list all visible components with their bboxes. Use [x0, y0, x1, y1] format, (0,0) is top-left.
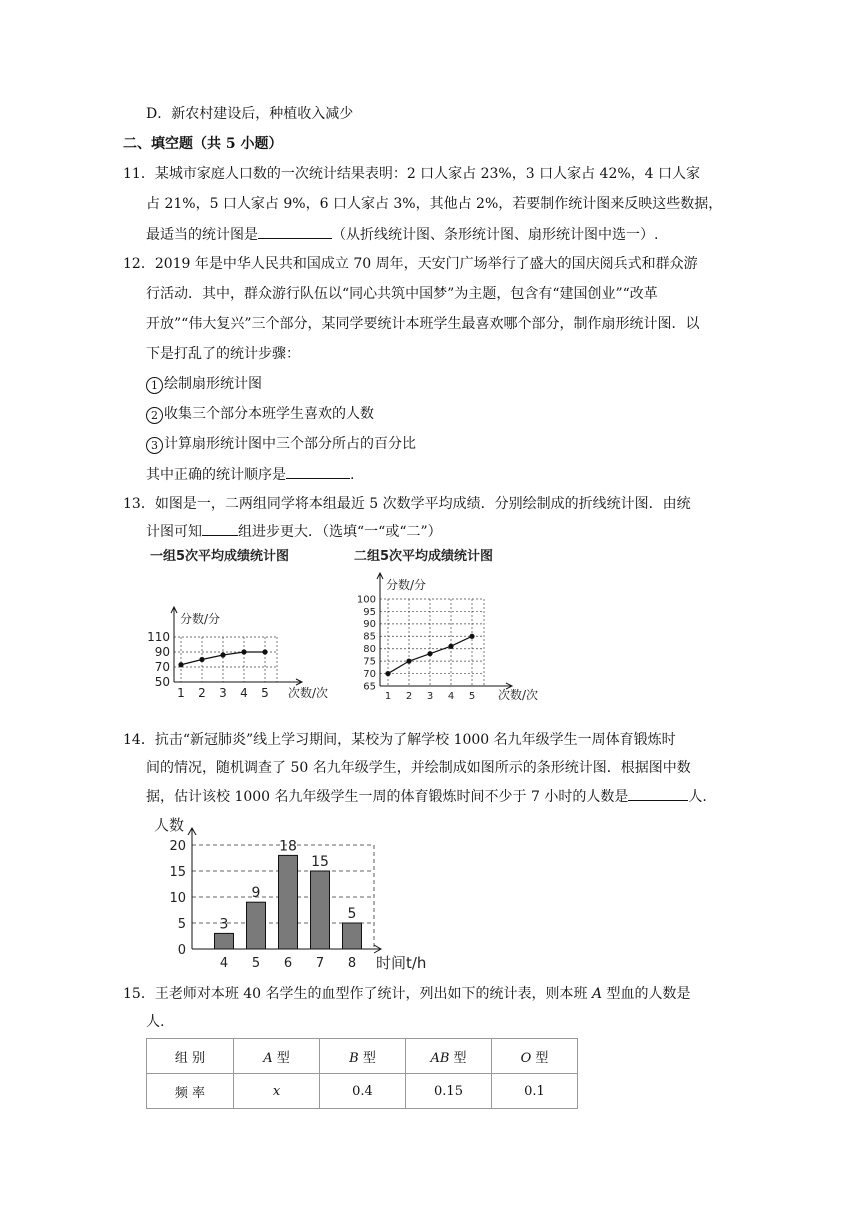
y-tick-label: 85: [363, 631, 376, 643]
table-cell: A 型: [234, 1039, 320, 1074]
q14-answer-blank[interactable]: [628, 786, 688, 801]
data-point: [448, 644, 453, 649]
y-tick-label: 15: [169, 865, 186, 880]
exercise-time-bar-chart: [140, 810, 440, 975]
q12-step2-text: 收集三个部分本班学生喜欢的人数: [164, 406, 374, 422]
table-cell: AB 型: [406, 1039, 492, 1074]
data-point: [469, 634, 474, 639]
step1-number-circle: 1: [146, 377, 163, 394]
q12-line4: [146, 344, 300, 364]
table-header-row: [147, 1039, 578, 1074]
y-tick-label: 90: [154, 645, 170, 659]
q11-line3-text-b: （从折线统计图、条形统计图、扇形统计图中选一）.: [332, 227, 659, 243]
y-tick-label: 75: [363, 656, 376, 668]
y-tick-label: 10: [169, 891, 186, 906]
y-tick-label: 65: [363, 681, 376, 693]
q12-line2: [146, 284, 658, 304]
q10-option-d-text: D．新农村建设后，种植收入减少: [146, 106, 354, 122]
y-tick-label: 70: [363, 668, 376, 680]
q11-answer-blank[interactable]: [258, 224, 332, 239]
x-tick-label: 5: [251, 956, 261, 971]
section-title-text: 二、填空题（共 5 小题）: [123, 136, 283, 152]
q13-line2: [146, 521, 442, 542]
q13-line2-text-b: 组进步更大．（选填“一“或“二”）: [238, 524, 442, 540]
y-tick-label: 110: [147, 630, 170, 644]
data-point: [262, 649, 267, 654]
bar: [279, 855, 298, 949]
x-tick-label: 5: [468, 691, 476, 702]
q11-line2: [146, 194, 722, 214]
y-tick-label: 100: [356, 594, 376, 606]
data-label: 9: [251, 885, 261, 902]
table-cell: 0.4: [320, 1074, 406, 1109]
y-tick-label: 70: [154, 660, 170, 674]
q15-line2: [146, 1012, 164, 1032]
data-label: 3: [219, 916, 229, 933]
q15-line1-text-a: 15．王老师对本班 40 名学生的血型作了统计，列出如下的统计表，则本班: [123, 986, 592, 1002]
x-tick-label: 8: [347, 956, 357, 971]
q10-option-d: [146, 104, 353, 124]
step2-number-circle: 2: [146, 407, 163, 424]
data-label: 5: [347, 906, 357, 922]
q13-line1-text: 13．如图是一，二两组同学将本组最近 5 次数学平均成绩．分别绘制成的折线统计图．由统: [123, 496, 691, 512]
q12-line8-text-a: 其中正确的统计顺序是: [146, 467, 286, 483]
q12-line3-text: 开放”“伟大复兴”三个部分，某同学要统计本班学生最喜欢哪个部分，制作扇形统计图．以: [146, 316, 700, 332]
x-tick-label: 3: [426, 691, 434, 702]
q14-line1-text: 14．抗击“新冠肺炎”线上学习期间，某校为了解学校 1000 名九年级学生一周体育锻炼时: [123, 732, 676, 748]
x-tick-label: 5: [261, 686, 269, 700]
data-point: [427, 651, 432, 656]
step3-number-circle: 3: [146, 437, 163, 454]
data-point: [178, 662, 183, 667]
q12-line1-text: 12．2019 年是中华人民共和国成立 70 周年，天安门广场举行了盛大的国庆阅兵式和群众游: [123, 256, 698, 272]
q11-line1: [123, 164, 700, 184]
y-tick-label: 90: [363, 619, 376, 631]
q12-line3: [146, 314, 699, 334]
q11-line3: [146, 224, 658, 245]
table-cell: 组 别: [147, 1039, 234, 1074]
q15-line1-text-b: 型血的人数是: [602, 986, 691, 1002]
q11-line2-text: 占 21%，5 口人家占 9%，6 口人家占 3%，其他占 2%，若要制作统计图来反映这些数据，: [146, 196, 723, 212]
q12-line1: [123, 254, 698, 274]
q14-line3-text-b: 人.: [688, 789, 707, 805]
data-point: [199, 657, 204, 662]
x-tick-label: 4: [219, 956, 229, 971]
x-axis-label: 次数/次: [288, 686, 329, 700]
y-axis-label: 人数: [154, 816, 185, 834]
q15-line2-text: 人.: [146, 1014, 165, 1030]
q11-line3-text-a: 最适当的统计图是: [146, 227, 258, 243]
q12-line4-text: 下是打乱了的统计步骤：: [146, 346, 300, 362]
bar: [343, 923, 362, 949]
table-cell: O 型: [492, 1039, 578, 1074]
bar: [247, 902, 266, 949]
q12-step3-text: 计算扇形统计图中三个部分所占的百分比: [164, 436, 416, 452]
x-tick-label: 2: [198, 686, 206, 700]
table-cell: 0.1: [492, 1074, 578, 1109]
section-title: [123, 134, 283, 154]
q13-line1: [123, 494, 691, 514]
y-tick-label: 20: [169, 839, 186, 854]
table-cell: 0.15: [406, 1074, 492, 1109]
group1-line-chart: [140, 545, 329, 700]
x-tick-label: 4: [447, 691, 455, 702]
q12-line8: [146, 464, 354, 485]
x-tick-label: 1: [177, 686, 185, 700]
table-row: [147, 1074, 578, 1109]
x-axis-label: 时间t/h: [376, 954, 427, 972]
data-label: 15: [311, 854, 329, 870]
q12-step1-text: 绘制扇形统计图: [164, 376, 262, 392]
table-cell: B 型: [320, 1039, 406, 1074]
data-point: [385, 671, 390, 676]
y-axis-label: 分数/分: [386, 578, 427, 592]
q15-blood-type-var: A: [591, 986, 603, 1002]
q14-line2: [146, 758, 691, 778]
y-tick-label: 0: [177, 943, 186, 958]
table-cell: [234, 1074, 320, 1109]
q14-line1: [123, 730, 676, 750]
y-axis-label: 分数/分: [180, 612, 221, 626]
x-tick-label: 4: [240, 686, 248, 700]
data-point: [406, 659, 411, 664]
q15-line1: [123, 984, 691, 1004]
q13-answer-blank[interactable]: [202, 521, 238, 536]
y-tick-label: 5: [177, 917, 186, 932]
q12-step3: [146, 434, 416, 454]
q14-line3-text-a: 据，估计该校 1000 名九年级学生一周的体育锻炼时间不少于 7 小时的人数是: [146, 789, 629, 805]
data-point: [220, 652, 225, 657]
x-axis-label: 次数/次: [498, 688, 539, 702]
q12-answer-blank[interactable]: [286, 464, 350, 479]
x-tick-label: 7: [315, 956, 325, 971]
q14-line3: [146, 786, 707, 807]
blood-type-table: [146, 1038, 578, 1109]
x-tick-label: 3: [219, 686, 227, 700]
y-tick-label: 50: [154, 675, 170, 689]
q12-line2-text: 行活动．其中，群众游行队伍以“同心共筑中国梦”为主题，包含有“建国创业”“改革: [146, 286, 658, 302]
q13-line2-text-a: 计图可知: [146, 524, 202, 540]
q12-step1: [146, 374, 262, 394]
table-cell-var: x: [272, 1083, 281, 1099]
q11-line1-text: 11．某城市家庭人口数的一次统计结果表明：2 口人家占 23%，3 口人家占 42%，4 口人家: [123, 166, 701, 182]
chart-title: 一组5次平均成绩统计图: [150, 549, 290, 564]
group2-line-chart: [350, 545, 550, 715]
x-tick-label: 1: [384, 691, 392, 702]
chart-title: 二组5次平均成绩统计图: [354, 549, 494, 564]
q12-step2: [146, 404, 374, 424]
data-label: 18: [279, 838, 297, 855]
x-tick-label: 6: [283, 956, 293, 971]
x-tick-label: 2: [405, 691, 413, 702]
q14-line2-text: 间的情况，随机调查了 50 名九年级学生，并绘制成如图所示的条形统计图．根据图中数: [146, 760, 691, 776]
q12-line8-text-b: .: [350, 467, 355, 483]
table-cell: 频 率: [147, 1074, 234, 1109]
y-tick-label: 95: [363, 606, 376, 618]
y-tick-label: 80: [363, 644, 376, 656]
bar: [311, 871, 330, 949]
data-point: [241, 649, 246, 654]
bar: [215, 933, 234, 949]
